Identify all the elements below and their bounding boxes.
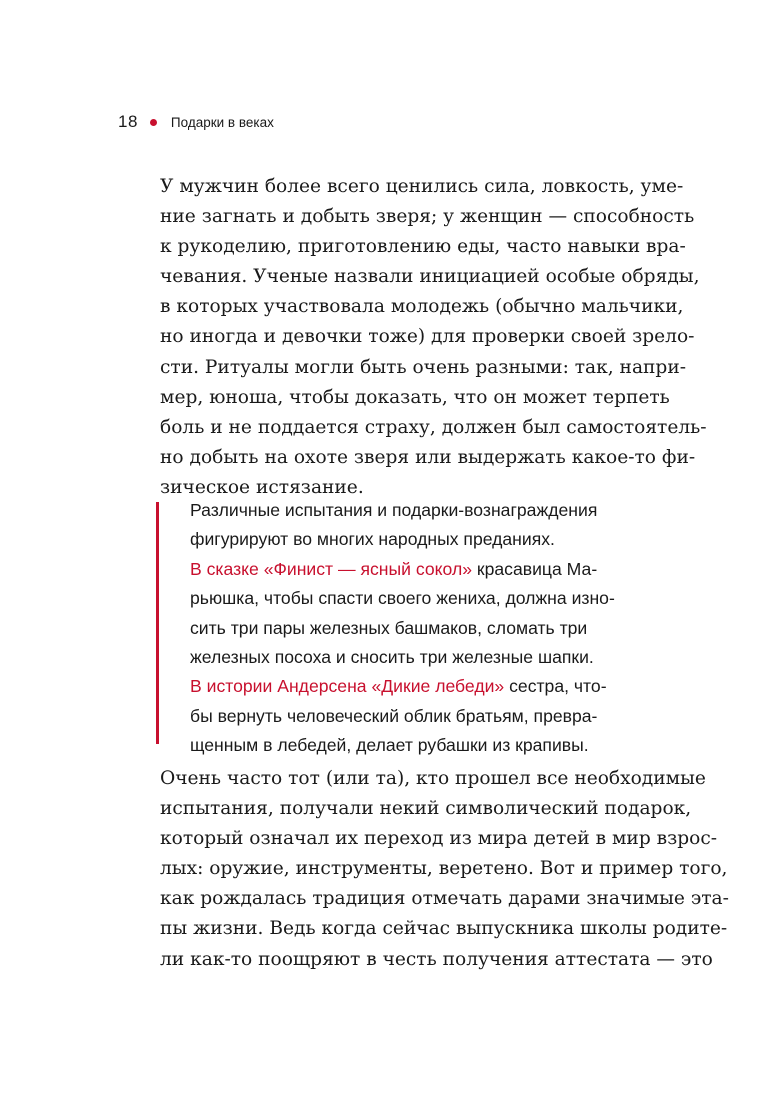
- callout-line: [190, 555, 664, 584]
- body-paragraph-2: [160, 764, 729, 975]
- callout-line: Различные испытания и подарки-вознаграждения: [190, 500, 598, 520]
- callout-line: фигурируют во многих народных преданиях.: [190, 529, 555, 550]
- text-line: Очень часто тот (или та), кто прошел все необходимые: [160, 768, 706, 789]
- text-line: который означал их переход из мира детей в мир взрос-: [160, 828, 718, 850]
- text-line: к рукоделию, приготовлению еды, часто навыки вра-: [160, 236, 686, 258]
- callout-text: [190, 496, 664, 761]
- text-line: но иногда и девочки тоже) для проверки своей зрело-: [160, 326, 695, 348]
- running-title: Подарки в веках: [170, 114, 274, 130]
- andersen-reference: В истории Андерсена «Дикие лебеди»: [190, 676, 505, 697]
- page-number: 18: [118, 112, 138, 131]
- callout-line: щенным в лебедей, делает рубашки из крапивы.: [190, 735, 589, 756]
- bullet-dot-icon: [150, 119, 157, 126]
- callout-line: сить три пары железных башмаков, сломать три: [190, 617, 588, 638]
- fairy-tale-reference: В сказке «Финист — ясный сокол»: [190, 558, 473, 579]
- body-paragraph-1: [160, 172, 707, 503]
- page-header: [118, 112, 274, 132]
- text-line: в которых участвовала молодежь (обычно мальчики,: [160, 296, 684, 318]
- text-line: сти. Ритуалы могли быть очень разными: так, напри-: [160, 356, 687, 378]
- text-line: но добыть на охоте зверя или выдержать какое-то фи-: [160, 446, 696, 468]
- callout-accent-bar: [156, 502, 159, 744]
- text-line: пы жизни. Ведь когда сейчас выпускника школы родите-: [160, 918, 728, 940]
- text-line: как рождалась традиция отмечать дарами значимые эта-: [160, 888, 729, 910]
- text-line: У мужчин более всего ценились сила, ловкость, уме-: [160, 176, 684, 197]
- text-line: зическое истязание.: [160, 476, 364, 498]
- text-line: чевания. Ученые назвали инициацией особые обряды,: [160, 266, 700, 288]
- text-line: ли как-то поощряют в честь получения аттестата — это: [160, 948, 713, 970]
- callout-line-rest: сестра, что-: [504, 676, 607, 697]
- callout-line: рьюшка, чтобы спасти своего жениха, должна изно-: [190, 588, 615, 609]
- text-line: мер, юноша, чтобы доказать, что он может терпеть: [160, 386, 670, 408]
- text-line: лых: оружие, инструменты, веретено. Вот и пример того,: [160, 858, 728, 880]
- callout-line: бы вернуть человеческий облик братьям, превра-: [190, 705, 598, 726]
- text-line: боль и не поддается страху, должен был самостоятель-: [160, 416, 707, 438]
- text-line: испытания, получали некий символический подарок,: [160, 798, 692, 820]
- callout-line-rest: красавица Ма-: [472, 558, 598, 579]
- text-line: ние загнать и добыть зверя; у женщин — способность: [160, 206, 695, 228]
- callout-line: железных посоха и сносить три железные шапки.: [190, 647, 594, 668]
- callout-line: [190, 672, 664, 701]
